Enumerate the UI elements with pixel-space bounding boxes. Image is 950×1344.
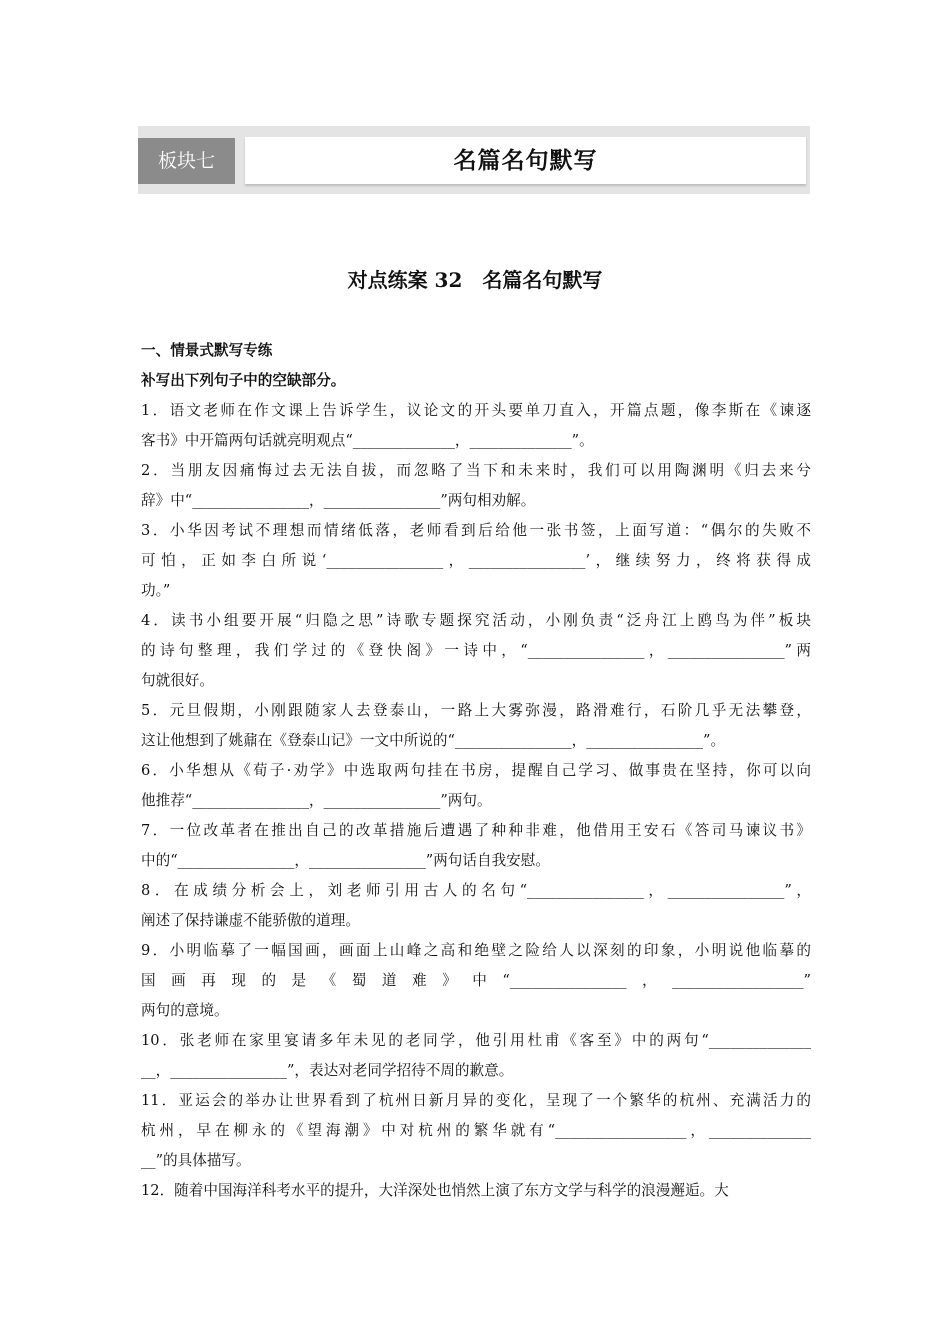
question-line: 两句的意境。 [141,1002,229,1019]
question-item [141,696,811,756]
question-line: 句就很好。 [141,672,214,689]
question-item [141,1086,811,1176]
question-item [141,1176,811,1206]
question-line: 4．读书小组要开展“归隐之思”诗歌专题探究活动，小刚负责“泛舟江上鸥鸟为伴”板块 [141,612,811,629]
question-line: __”的具体描写。 [141,1152,251,1169]
exercise-content [141,336,811,1206]
section-instruction: 补写出下列句子中的空缺部分。 [141,372,346,389]
question-line: 3．小华因考试不理想而情绪低落，老师看到后给他一张书签，上面写道：“偶尔的失败不 [141,522,811,539]
question-item [141,396,811,456]
question-item [141,816,811,876]
question-line: 杭州，早在柳永的《望海潮》中对杭州的繁华就有“__________________，______________ [141,1122,811,1139]
question-line: 辞》中“________________，________________”两句相劝解。 [141,492,536,509]
question-line: 5．元旦假期，小刚跟随家人去登泰山，一路上大雾弥漫，路滑难行，石阶几乎无法攀登， [141,702,811,719]
section-heading: 一、情景式默写专练 [141,342,273,359]
question-line: 他推荐“________________，________________”两句。 [141,792,492,809]
question-item [141,1026,811,1086]
banner-title-box [245,137,806,184]
question-line: 2．当朋友因痛悔过去无法自拔，而忽略了当下和未来时，我们可以用陶渊明《归去来兮 [141,462,811,479]
banner-tag: 板块七 [138,138,235,184]
question-line: 7．一位改革者在推出自己的改革措施后遭遇了种种非难，他借用王安石《答司马谏议书》 [141,822,811,839]
question-line: 11．亚运会的举办让世界看到了杭州日新月异的变化，呈现了一个繁华的杭州、充满活力的 [141,1092,811,1109]
question-line: 阐述了保持谦虚不能骄傲的道理。 [141,912,360,929]
question-line: 9．小明临摹了一幅国画，画面上山峰之高和绝壁之险给人以深刻的印象，小明说他临摹的 [141,942,811,959]
question-line: 这让他想到了姚鼐在《登泰山记》一文中所说的“________________，________________”。 [141,732,726,749]
question-item [141,936,811,1026]
banner-title: 名篇名句默写 [453,147,598,174]
question-item [141,606,811,696]
question-item [141,876,811,936]
page-title: 对点练案 32 名篇名句默写 [347,268,603,292]
question-item [141,456,811,516]
question-item [141,516,811,606]
question-line: 功。” [141,582,171,599]
question-line: 中的“________________，________________”两句话自我安慰。 [141,852,550,869]
question-line: __，________________”，表达对老同学招待不周的歉意。 [141,1062,514,1079]
section-banner [138,126,810,194]
question-line: 客书》中开篇两句话就亮明观点“______________，______________”。 [141,432,594,449]
question-line: 12．随着中国海洋科考水平的提升，大洋深处也悄然上演了东方文学与科学的浪漫邂逅。大 [141,1182,729,1199]
question-line: 8．在成绩分析会上，刘老师引用古人的名句“________________，________________”， [141,882,811,899]
question-line: 国画再现的是《蜀道难》中“________________，__________________” [141,972,811,989]
question-line: 的诗句整理，我们学过的《登快阁》一诗中，“________________，________________”两 [141,642,811,659]
question-line: 可怕，正如李白所说‘________________，________________’，继续努力，终将获得成 [141,552,811,569]
question-item [141,756,811,816]
question-line: 1．语文老师在作文课上告诉学生，议论文的开头要单刀直入，开篇点题，像李斯在《谏逐 [141,402,811,419]
question-list [141,396,811,1206]
question-line: 6．小华想从《荀子·劝学》中选取两句挂在书房，提醒自己学习、做事贵在坚持，你可以向 [141,762,811,779]
question-line: 10．张老师在家里宴请多年未见的老同学，他引用杜甫《客至》中的两句“______________ [141,1032,811,1049]
